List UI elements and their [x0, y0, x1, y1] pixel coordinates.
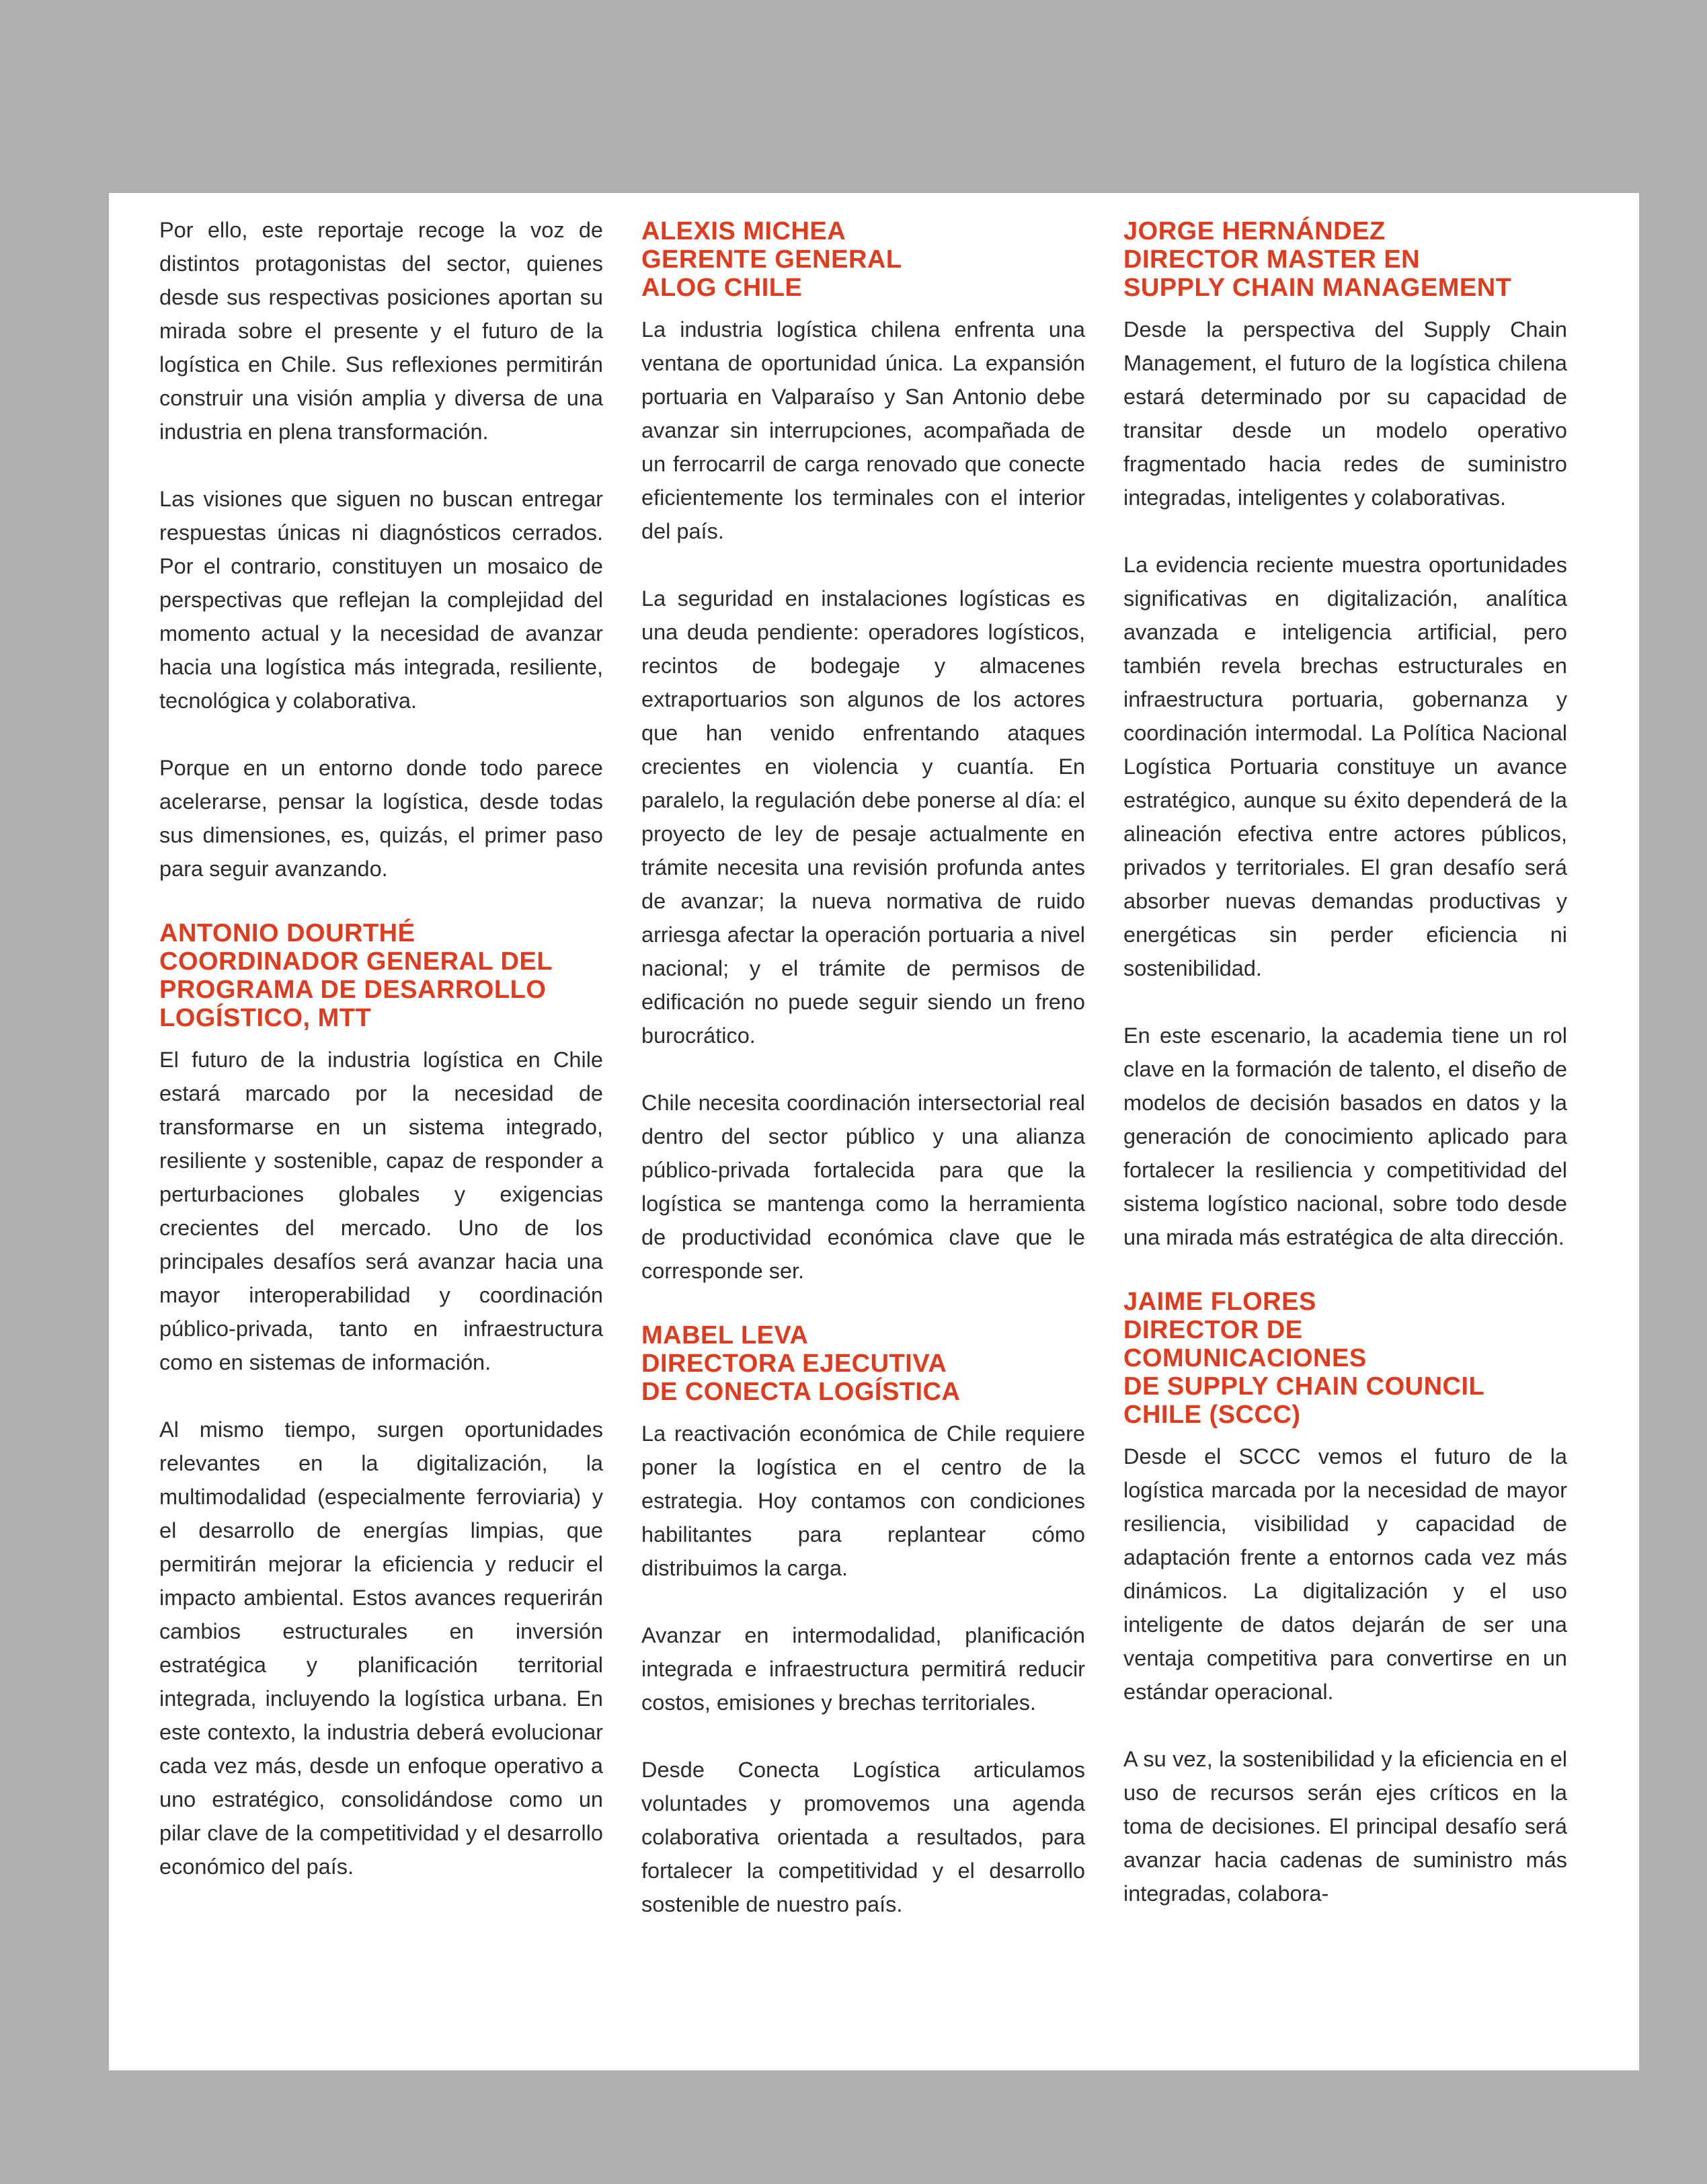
body-paragraph: A su vez, la sostenibilidad y la eficiencia en el uso de recursos serán ejes críticos en la toma de decisiones. El principal desafío será avanzar hacia cadenas de suministro más integradas, colabora- — [1123, 1747, 1567, 1906]
body-paragraph: Desde la perspectiva del Supply Chain Management, el futuro de la logística chilena estará determinado por su capacidad de transitar desde un modelo operativo fragmentado hacia redes de suministro integradas, inteligentes y colaborativas. — [1123, 317, 1567, 510]
person-heading-michea — [641, 217, 1085, 302]
article-page — [109, 193, 1639, 2070]
person-heading-leva — [641, 1321, 1085, 1406]
body-paragraph: La seguridad en instalaciones logísticas es una deuda pendiente: operadores logísticos, recintos de bodegaje y almacenes extraportuarios son algunos de los actores que han venido enfrentando ataques crecientes en violencia y cuantía. En paralelo, la regulación debe ponerse al día: el proyecto de ley de pesaje actualmente en trámite necesita una revisión profunda antes de avanzar; la nueva normativa de ruido arriesga afectar la operación portuaria a nivel nacional; y el trámite de permisos de edificación no puede seguir siendo un freno burocrático. — [641, 586, 1085, 1048]
person-name: ALEXIS MICHEA — [641, 217, 846, 245]
person-title-line: DIRECTOR DE — [1123, 1316, 1303, 1344]
body-paragraph: La evidencia reciente muestra oportunidades significativas en digitalización, analítica avanzada e inteligencia artificial, pero también revela brechas estructurales en infraestructura portuaria, gobernanza y coordinación intermodal. La Política Nacional Logística Portuaria constituye un avance estratégico, aunque su éxito dependerá de la alineación efectiva entre actores públicos, privados y territoriales. El gran desafío será absorber nuevas demandas productivas y energéticas sin perder eficiencia ni sostenibilidad. — [1123, 553, 1567, 980]
person-title-line: LOGÍSTICO, MTT — [159, 1004, 372, 1032]
person-title-line: COORDINADOR GENERAL DEL — [159, 947, 553, 976]
person-title-line: DIRECTORA EJECUTIVA — [641, 1350, 947, 1378]
intro-paragraph: Porque en un entorno donde todo parece acelerarse, pensar la logística, desde todas sus dimensiones, es, quizás, el primer paso para seguir avanzando. — [159, 756, 603, 881]
person-title-line: DE SUPPLY CHAIN COUNCIL — [1123, 1372, 1485, 1401]
body-paragraph: Chile necesita coordinación intersectorial real dentro del sector público y una alianza público-privada fortalecida para que la logística se mantenga como la herramienta de productividad económica clave que le corresponde ser. — [641, 1091, 1085, 1283]
person-title-line: COMUNICACIONES — [1123, 1344, 1367, 1372]
person-title-line: CHILE (SCCC) — [1123, 1401, 1301, 1429]
body-paragraph: Al mismo tiempo, surgen oportunidades relevantes en la digitalización, la multimodalidad (especialmente ferroviaria) y el desarrollo de energías limpias, que permitirán mejorar la eficiencia y reducir el impacto ambiental. Estos avances requerirán cambios estructurales en inversión estratégica y planificación territorial integrada, incluyendo la logística urbana. En este contexto, la industria deberá evolucionar cada vez más, desde un enfoque operativo a uno estratégico, consolidándose como un pilar clave de la competitividad y el desarrollo económico del país. — [159, 1417, 603, 1879]
body-paragraph: Desde Conecta Logística articulamos voluntades y promovemos una agenda colaborativa orientada a resultados, para fortalecer la competitividad y el desarrollo sostenible de nuestro país. — [641, 1758, 1085, 1916]
person-title-line: GERENTE GENERAL — [641, 245, 902, 274]
person-name: MABEL LEVA — [641, 1321, 809, 1350]
person-heading-hernandez — [1123, 217, 1567, 302]
person-title-line: ALOG CHILE — [641, 274, 803, 302]
person-title-line: DIRECTOR MASTER EN — [1123, 245, 1421, 274]
column-middle — [641, 213, 1085, 1921]
person-heading-dourthe — [159, 919, 603, 1032]
intro-paragraph: Por ello, este reportaje recoge la voz de distintos protagonistas del sector, quienes desde sus respectivas posiciones aportan su mirada sobre el presente y el futuro de la logística en Chile. Sus reflexiones permitirán construir una visión amplia y diversa de una industria en plena transformación. — [159, 218, 603, 444]
person-name: ANTONIO DOURTHÉ — [159, 919, 415, 947]
person-name: JORGE HERNÁNDEZ — [1123, 217, 1386, 245]
intro-paragraph: Las visiones que siguen no buscan entregar respuestas únicas ni diagnósticos cerrados. Por el contrario, constituyen un mosaico de perspectivas que reflejan la complejidad del momento actual y la necesidad de avanzar hacia una logística más integrada, resiliente, tecnológica y colaborativa. — [159, 487, 603, 713]
person-name: JAIME FLORES — [1123, 1288, 1316, 1316]
body-paragraph: En este escenario, la academia tiene un rol clave en la formación de talento, el diseño de modelos de decisión basados en datos y la generación de conocimiento aplicado para fortalecer la resiliencia y competitividad del sistema logístico nacional, sobre todo desde una mirada más estratégica de alta dirección. — [1123, 1023, 1567, 1249]
person-heading-flores — [1123, 1288, 1567, 1429]
body-paragraph: Desde el SCCC vemos el futuro de la logística marcada por la necesidad de mayor resiliencia, visibilidad y capacidad de adaptación frente a entornos cada vez más dinámicos. La digitalización y el uso inteligente de datos dejarán de ser una ventaja competitiva para convertirse en un estándar operacional. — [1123, 1444, 1567, 1704]
person-title-line: PROGRAMA DE DESARROLLO — [159, 976, 547, 1004]
person-title-line: SUPPLY CHAIN MANAGEMENT — [1123, 274, 1512, 302]
body-paragraph: El futuro de la industria logística en Chile estará marcado por la necesidad de transformarse en un sistema integrado, resiliente y sostenible, capaz de responder a perturbaciones globales y exigencias crecientes del mercado. Uno de los principales desafíos será avanzar hacia una mayor interoperabilidad y coordinación público-privada, tanto en infraestructura como en sistemas de información. — [159, 1048, 603, 1374]
body-paragraph: La industria logística chilena enfrenta una ventana de oportunidad única. La expansión portuaria en Valparaíso y San Antonio debe avanzar sin interrupciones, acompañada de un ferrocarril de carga renovado que conecte eficientemente los terminales con el interior del país. — [641, 317, 1085, 543]
person-title-line: DE CONECTA LOGÍSTICA — [641, 1378, 961, 1406]
column-left — [159, 213, 603, 1883]
body-paragraph: Avanzar en intermodalidad, planificación integrada e infraestructura permitirá reducir costos, emisiones y brechas territoriales. — [641, 1623, 1085, 1715]
body-paragraph: La reactivación económica de Chile requiere poner la logística en el centro de la estrategia. Hoy contamos con condiciones habilitantes para replantear cómo distribuimos la carga. — [641, 1421, 1085, 1580]
column-right — [1123, 213, 1567, 1910]
